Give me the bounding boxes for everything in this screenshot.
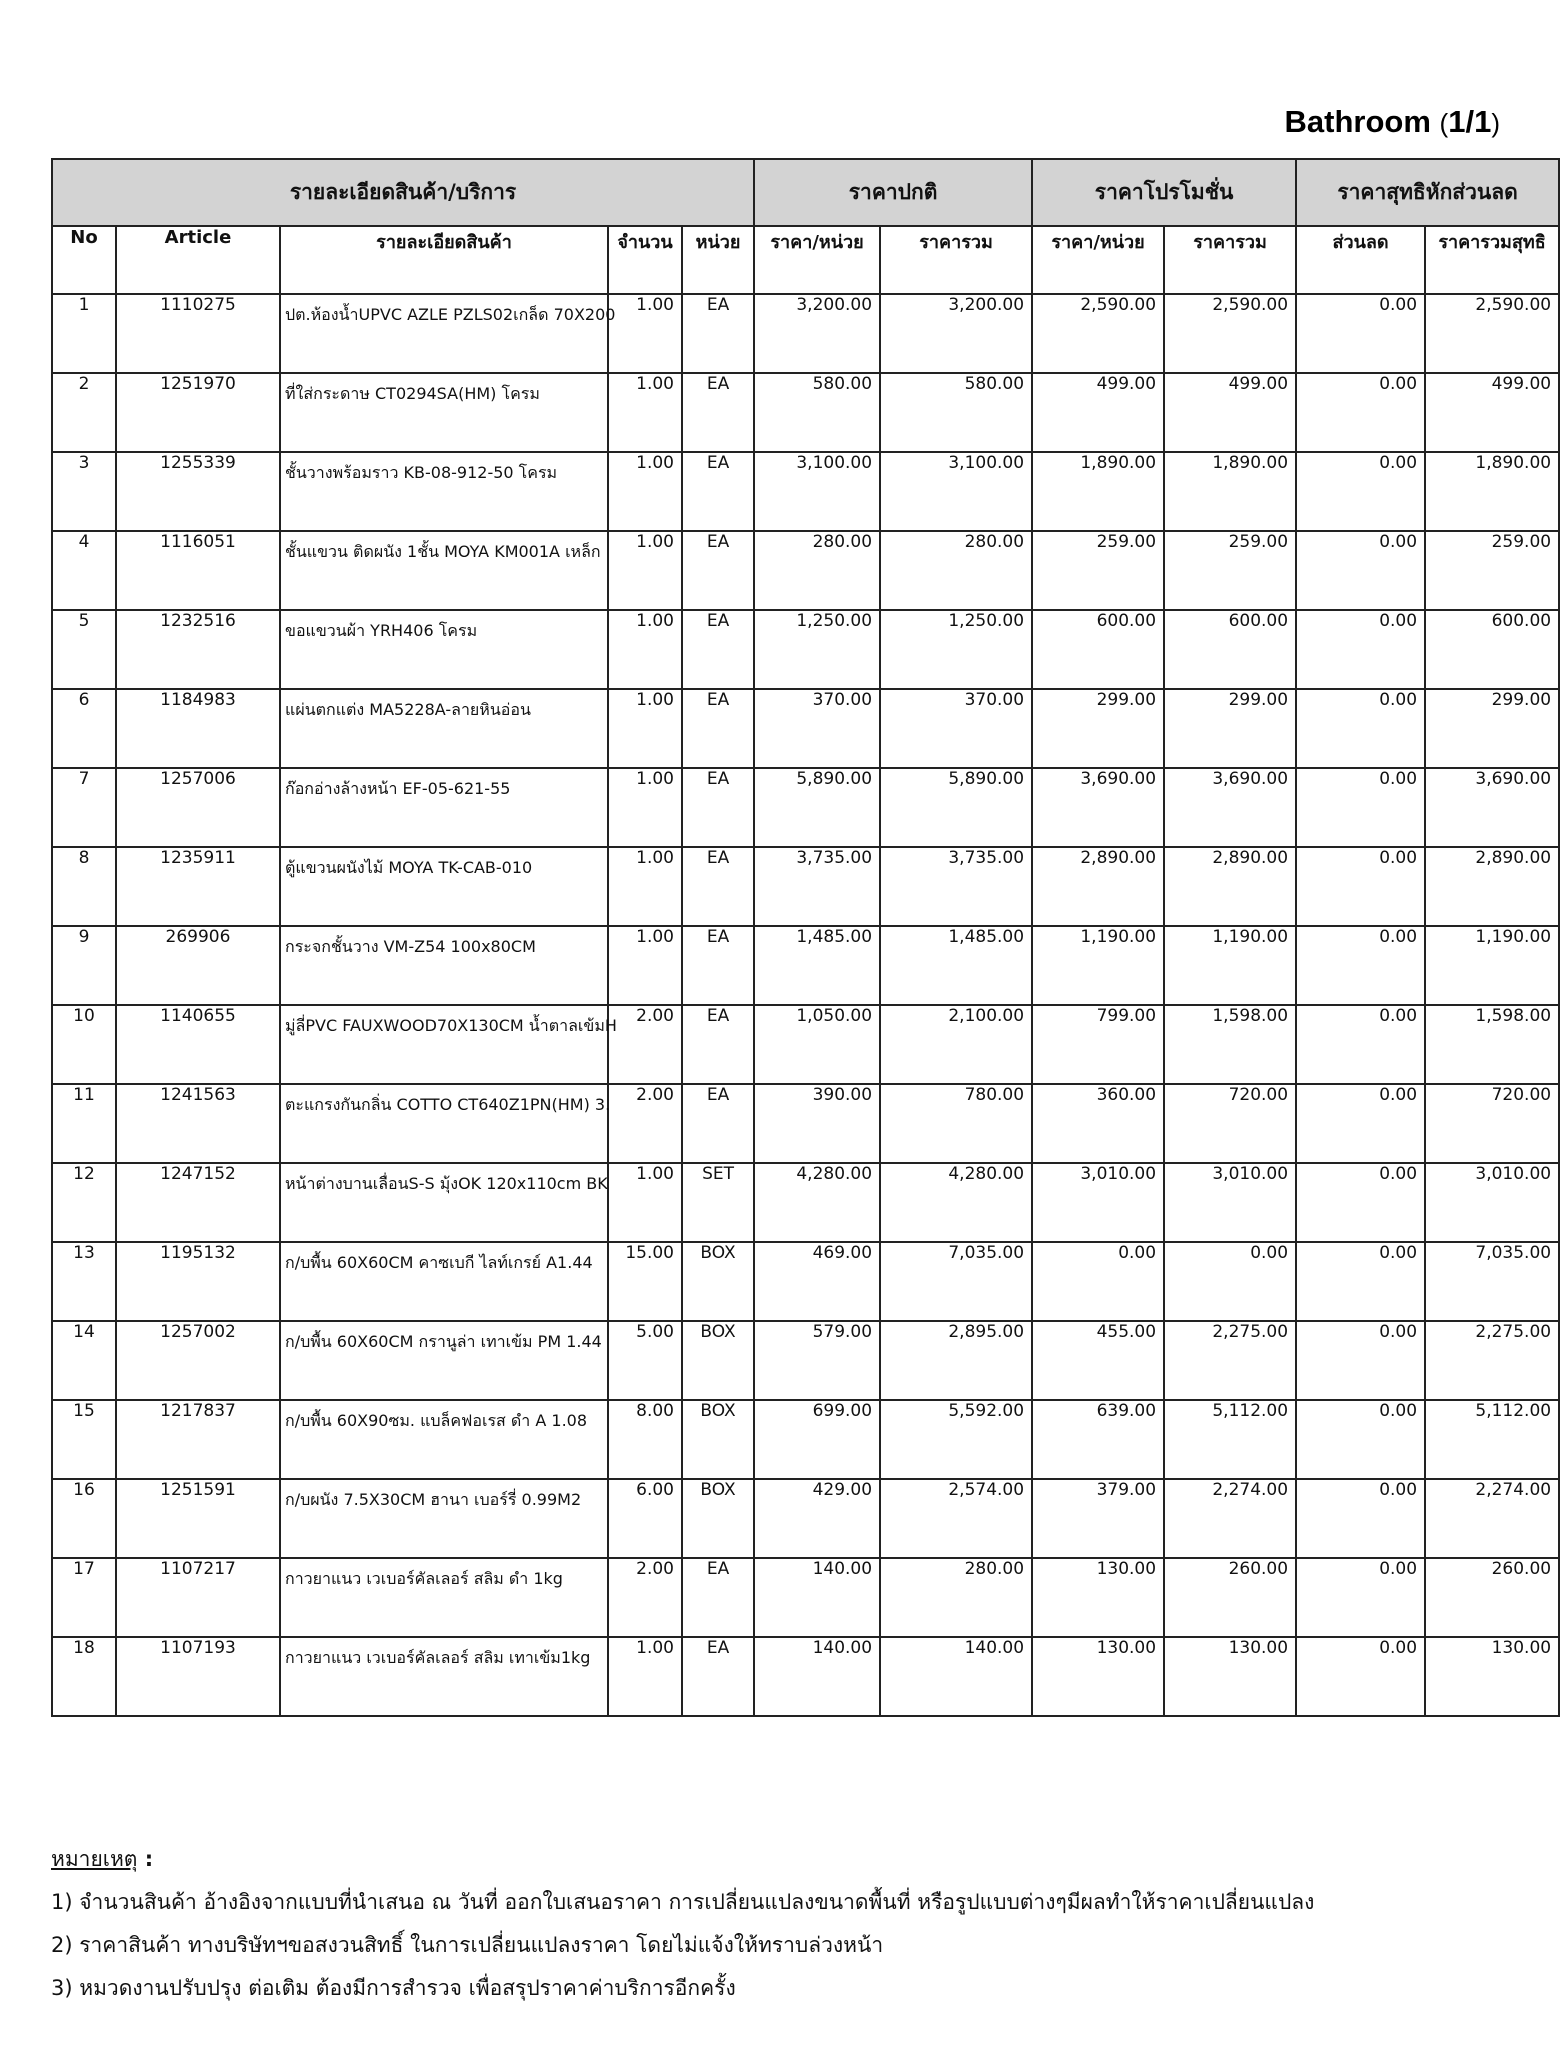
row-normal-unit-price: 3,735.00 <box>754 847 880 926</box>
row-promo-total: 2,890.00 <box>1164 847 1296 926</box>
row-description: ปต.ห้องน้ำUPVC AZLE PZLS02เกล็ด 70X200 <box>280 294 608 373</box>
row-normal-total: 2,100.00 <box>880 1005 1032 1084</box>
quotation-table <box>51 158 1560 1717</box>
row-net-total: 3,010.00 <box>1425 1163 1559 1242</box>
row-article: 1257006 <box>116 768 280 847</box>
row-promo-unit-price: 379.00 <box>1032 1479 1164 1558</box>
row-qty: 1.00 <box>608 847 682 926</box>
row-description: ชั้นวางพร้อมราว KB-08-912-50 โครม <box>280 452 608 531</box>
row-qty: 15.00 <box>608 1242 682 1321</box>
row-unit: EA <box>682 610 754 689</box>
row-promo-unit-price: 360.00 <box>1032 1084 1164 1163</box>
col-header-net-total: ราคารวมสุทธิ <box>1425 226 1559 294</box>
title-page-count: 1/1 <box>1448 104 1492 139</box>
row-description: ก/บพื้น 60X90ซม. แบล็คฟอเรส ดำ A 1.08 <box>280 1400 608 1479</box>
row-net-total: 1,598.00 <box>1425 1005 1559 1084</box>
row-article: 1107193 <box>116 1637 280 1716</box>
table-row <box>52 452 1559 531</box>
notes-heading: หมายเหตุ <box>51 1847 138 1871</box>
row-description: แผ่นตกแต่ง MA5228A-ลายหินอ่อน <box>280 689 608 768</box>
table-row <box>52 1637 1559 1716</box>
row-qty: 5.00 <box>608 1321 682 1400</box>
row-promo-unit-price: 3,690.00 <box>1032 768 1164 847</box>
row-article: 1247152 <box>116 1163 280 1242</box>
row-normal-unit-price: 390.00 <box>754 1084 880 1163</box>
table-row <box>52 768 1559 847</box>
row-qty: 1.00 <box>608 689 682 768</box>
col-header-normal-unit-price: ราคา/หน่วย <box>754 226 880 294</box>
row-normal-total: 280.00 <box>880 531 1032 610</box>
row-article: 1140655 <box>116 1005 280 1084</box>
row-unit: BOX <box>682 1242 754 1321</box>
row-article: 1235911 <box>116 847 280 926</box>
row-normal-total: 7,035.00 <box>880 1242 1032 1321</box>
note-item: 3) หมวดงานปรับปรุง ต่อเติม ต้องมีการสำรวจ เพื่อสรุปราคาค่าบริการอีกครั้ง <box>51 1976 736 2000</box>
notes-colon: : <box>137 1847 154 1871</box>
row-promo-unit-price: 3,010.00 <box>1032 1163 1164 1242</box>
row-discount: 0.00 <box>1296 531 1425 610</box>
row-description: ตะแกรงกันกลิ่น COTTO CT640Z1PN(HM) 3. <box>280 1084 608 1163</box>
row-article: 1107217 <box>116 1558 280 1637</box>
row-discount: 0.00 <box>1296 926 1425 1005</box>
row-promo-total: 499.00 <box>1164 373 1296 452</box>
row-normal-unit-price: 140.00 <box>754 1637 880 1716</box>
row-unit: BOX <box>682 1400 754 1479</box>
row-qty: 1.00 <box>608 531 682 610</box>
row-promo-unit-price: 130.00 <box>1032 1637 1164 1716</box>
row-promo-total: 1,598.00 <box>1164 1005 1296 1084</box>
row-article: 1110275 <box>116 294 280 373</box>
row-article: 269906 <box>116 926 280 1005</box>
table-row <box>52 926 1559 1005</box>
row-number: 11 <box>52 1084 116 1163</box>
row-net-total: 1,890.00 <box>1425 452 1559 531</box>
row-article: 1232516 <box>116 610 280 689</box>
row-unit: EA <box>682 452 754 531</box>
row-qty: 8.00 <box>608 1400 682 1479</box>
table-row <box>52 1558 1559 1637</box>
row-discount: 0.00 <box>1296 1163 1425 1242</box>
row-description: มู่ลี่PVC FAUXWOOD70X130CM น้ำตาลเข้มH <box>280 1005 608 1084</box>
row-qty: 1.00 <box>608 452 682 531</box>
row-promo-total: 720.00 <box>1164 1084 1296 1163</box>
table-row <box>52 689 1559 768</box>
row-promo-unit-price: 639.00 <box>1032 1400 1164 1479</box>
row-number: 13 <box>52 1242 116 1321</box>
row-article: 1251591 <box>116 1479 280 1558</box>
row-qty: 1.00 <box>608 926 682 1005</box>
row-net-total: 720.00 <box>1425 1084 1559 1163</box>
group-header-details: รายละเอียดสินค้า/บริการ <box>52 159 754 226</box>
row-net-total: 260.00 <box>1425 1558 1559 1637</box>
row-discount: 0.00 <box>1296 1558 1425 1637</box>
note-item: 1) จำนวนสินค้า อ้างอิงจากแบบที่นำเสนอ ณ วันที่ ออกใบเสนอราคา การเปลี่ยนแปลงขนาดพื้นที่ หรือรูปแบบต่างๆมีผลทำให้ราคาเปลี่ยนแปลง <box>51 1890 1315 1914</box>
row-article: 1255339 <box>116 452 280 531</box>
row-net-total: 499.00 <box>1425 373 1559 452</box>
row-promo-unit-price: 1,190.00 <box>1032 926 1164 1005</box>
row-normal-unit-price: 3,200.00 <box>754 294 880 373</box>
row-net-total: 7,035.00 <box>1425 1242 1559 1321</box>
row-normal-total: 5,592.00 <box>880 1400 1032 1479</box>
row-article: 1195132 <box>116 1242 280 1321</box>
row-qty: 6.00 <box>608 1479 682 1558</box>
row-number: 9 <box>52 926 116 1005</box>
row-qty: 1.00 <box>608 768 682 847</box>
row-normal-total: 3,735.00 <box>880 847 1032 926</box>
row-article: 1241563 <box>116 1084 280 1163</box>
group-header-promo-price: ราคาโปรโมชั่น <box>1032 159 1296 226</box>
row-number: 5 <box>52 610 116 689</box>
row-description: ก/บผนัง 7.5X30CM ฮานา เบอร์รี่ 0.99M2 <box>280 1479 608 1558</box>
row-number: 10 <box>52 1005 116 1084</box>
row-number: 14 <box>52 1321 116 1400</box>
row-qty: 1.00 <box>608 294 682 373</box>
row-discount: 0.00 <box>1296 294 1425 373</box>
row-unit: BOX <box>682 1321 754 1400</box>
row-promo-total: 3,690.00 <box>1164 768 1296 847</box>
title-main: Bathroom <box>1284 104 1431 139</box>
row-discount: 0.00 <box>1296 373 1425 452</box>
row-discount: 0.00 <box>1296 452 1425 531</box>
row-promo-total: 1,190.00 <box>1164 926 1296 1005</box>
row-discount: 0.00 <box>1296 1479 1425 1558</box>
col-header-no: No <box>52 226 116 294</box>
col-header-description: รายละเอียดสินค้า <box>280 226 608 294</box>
row-normal-unit-price: 5,890.00 <box>754 768 880 847</box>
row-normal-unit-price: 429.00 <box>754 1479 880 1558</box>
row-qty: 1.00 <box>608 610 682 689</box>
row-promo-total: 2,590.00 <box>1164 294 1296 373</box>
row-promo-unit-price: 130.00 <box>1032 1558 1164 1637</box>
row-description: ที่ใส่กระดาษ CT0294SA(HM) โครม <box>280 373 608 452</box>
row-article: 1116051 <box>116 531 280 610</box>
row-normal-total: 1,485.00 <box>880 926 1032 1005</box>
row-normal-unit-price: 3,100.00 <box>754 452 880 531</box>
row-promo-total: 260.00 <box>1164 1558 1296 1637</box>
row-discount: 0.00 <box>1296 689 1425 768</box>
table-row <box>52 531 1559 610</box>
row-number: 16 <box>52 1479 116 1558</box>
row-normal-total: 3,100.00 <box>880 452 1032 531</box>
row-promo-total: 2,274.00 <box>1164 1479 1296 1558</box>
row-number: 17 <box>52 1558 116 1637</box>
row-promo-total: 600.00 <box>1164 610 1296 689</box>
row-net-total: 2,274.00 <box>1425 1479 1559 1558</box>
title-open-paren: ( <box>1439 108 1449 138</box>
table-row <box>52 1479 1559 1558</box>
row-normal-total: 5,890.00 <box>880 768 1032 847</box>
row-description: ตู้แขวนผนังไม้ MOYA TK-CAB-010 <box>280 847 608 926</box>
table-row <box>52 1084 1559 1163</box>
row-article: 1184983 <box>116 689 280 768</box>
row-net-total: 259.00 <box>1425 531 1559 610</box>
table-body <box>52 294 1559 1716</box>
row-promo-unit-price: 2,590.00 <box>1032 294 1164 373</box>
row-normal-total: 370.00 <box>880 689 1032 768</box>
table-row <box>52 373 1559 452</box>
row-normal-total: 280.00 <box>880 1558 1032 1637</box>
row-unit: EA <box>682 531 754 610</box>
row-discount: 0.00 <box>1296 1084 1425 1163</box>
row-discount: 0.00 <box>1296 610 1425 689</box>
col-header-qty: จำนวน <box>608 226 682 294</box>
row-promo-unit-price: 0.00 <box>1032 1242 1164 1321</box>
row-number: 4 <box>52 531 116 610</box>
row-qty: 2.00 <box>608 1084 682 1163</box>
row-discount: 0.00 <box>1296 1637 1425 1716</box>
col-header-promo-total: ราคารวม <box>1164 226 1296 294</box>
row-normal-unit-price: 280.00 <box>754 531 880 610</box>
row-unit: EA <box>682 1005 754 1084</box>
row-number: 12 <box>52 1163 116 1242</box>
row-description: หน้าต่างบานเลื่อนS-S มุ้งOK 120x110cm BK <box>280 1163 608 1242</box>
row-description: ก๊อกอ่างล้างหน้า EF-05-621-55 <box>280 768 608 847</box>
table-row <box>52 1163 1559 1242</box>
row-description: กาวยาแนว เวเบอร์คัลเลอร์ สลิม เทาเข้ม1kg <box>280 1637 608 1716</box>
row-discount: 0.00 <box>1296 768 1425 847</box>
row-description: ก/บพื้น 60X60CM กรานูล่า เทาเข้ม PM 1.44 <box>280 1321 608 1400</box>
row-article: 1257002 <box>116 1321 280 1400</box>
row-discount: 0.00 <box>1296 1321 1425 1400</box>
note-item: 2) ราคาสินค้า ทางบริษัทฯขอสงวนสิทธิ์ ในการเปลี่ยนแปลงราคา โดยไม่แจ้งให้ทราบล่วงหน้า <box>51 1933 884 1957</box>
row-net-total: 1,190.00 <box>1425 926 1559 1005</box>
row-normal-unit-price: 1,250.00 <box>754 610 880 689</box>
row-qty: 1.00 <box>608 373 682 452</box>
row-promo-total: 130.00 <box>1164 1637 1296 1716</box>
row-description: กาวยาแนว เวเบอร์คัลเลอร์ สลิม ดำ 1kg <box>280 1558 608 1637</box>
row-promo-total: 259.00 <box>1164 531 1296 610</box>
table-row <box>52 294 1559 373</box>
row-description: กระจกชั้นวาง VM-Z54 100x80CM <box>280 926 608 1005</box>
row-net-total: 2,590.00 <box>1425 294 1559 373</box>
row-normal-total: 140.00 <box>880 1637 1032 1716</box>
table-row <box>52 1242 1559 1321</box>
table-row <box>52 847 1559 926</box>
row-qty: 2.00 <box>608 1558 682 1637</box>
row-description: ชั้นแขวน ติดผนัง 1ชั้น MOYA KM001A เหล็ก <box>280 531 608 610</box>
row-unit: BOX <box>682 1479 754 1558</box>
row-number: 18 <box>52 1637 116 1716</box>
row-number: 7 <box>52 768 116 847</box>
col-header-article: Article <box>116 226 280 294</box>
row-promo-total: 5,112.00 <box>1164 1400 1296 1479</box>
row-normal-unit-price: 4,280.00 <box>754 1163 880 1242</box>
row-unit: EA <box>682 1558 754 1637</box>
row-net-total: 3,690.00 <box>1425 768 1559 847</box>
row-normal-total: 2,574.00 <box>880 1479 1032 1558</box>
row-promo-unit-price: 799.00 <box>1032 1005 1164 1084</box>
row-normal-total: 1,250.00 <box>880 610 1032 689</box>
col-header-normal-total: ราคารวม <box>880 226 1032 294</box>
row-normal-total: 3,200.00 <box>880 294 1032 373</box>
row-normal-unit-price: 140.00 <box>754 1558 880 1637</box>
row-normal-unit-price: 1,485.00 <box>754 926 880 1005</box>
row-normal-unit-price: 469.00 <box>754 1242 880 1321</box>
row-unit: SET <box>682 1163 754 1242</box>
row-promo-total: 0.00 <box>1164 1242 1296 1321</box>
row-promo-unit-price: 2,890.00 <box>1032 847 1164 926</box>
row-discount: 0.00 <box>1296 847 1425 926</box>
row-promo-unit-price: 1,890.00 <box>1032 452 1164 531</box>
row-promo-total: 3,010.00 <box>1164 1163 1296 1242</box>
row-unit: EA <box>682 373 754 452</box>
row-discount: 0.00 <box>1296 1005 1425 1084</box>
row-normal-unit-price: 370.00 <box>754 689 880 768</box>
table-row <box>52 610 1559 689</box>
row-number: 15 <box>52 1400 116 1479</box>
row-normal-unit-price: 579.00 <box>754 1321 880 1400</box>
row-unit: EA <box>682 847 754 926</box>
row-unit: EA <box>682 768 754 847</box>
col-header-promo-unit-price: ราคา/หน่วย <box>1032 226 1164 294</box>
table-row <box>52 1005 1559 1084</box>
row-number: 2 <box>52 373 116 452</box>
row-article: 1251970 <box>116 373 280 452</box>
row-unit: EA <box>682 689 754 768</box>
row-number: 3 <box>52 452 116 531</box>
col-header-unit: หน่วย <box>682 226 754 294</box>
row-net-total: 2,275.00 <box>1425 1321 1559 1400</box>
table-row <box>52 1400 1559 1479</box>
row-normal-unit-price: 580.00 <box>754 373 880 452</box>
row-net-total: 2,890.00 <box>1425 847 1559 926</box>
row-number: 6 <box>52 689 116 768</box>
row-normal-unit-price: 699.00 <box>754 1400 880 1479</box>
row-promo-unit-price: 499.00 <box>1032 373 1164 452</box>
row-promo-unit-price: 259.00 <box>1032 531 1164 610</box>
row-unit: EA <box>682 926 754 1005</box>
row-unit: EA <box>682 294 754 373</box>
row-promo-total: 299.00 <box>1164 689 1296 768</box>
page-title <box>1285 104 1500 140</box>
row-net-total: 5,112.00 <box>1425 1400 1559 1479</box>
row-article: 1217837 <box>116 1400 280 1479</box>
col-header-discount: ส่วนลด <box>1296 226 1425 294</box>
row-promo-unit-price: 299.00 <box>1032 689 1164 768</box>
row-normal-unit-price: 1,050.00 <box>754 1005 880 1084</box>
row-qty: 1.00 <box>608 1163 682 1242</box>
table-row <box>52 1321 1559 1400</box>
row-description: ขอแขวนผ้า YRH406 โครม <box>280 610 608 689</box>
row-unit: EA <box>682 1084 754 1163</box>
row-normal-total: 580.00 <box>880 373 1032 452</box>
row-promo-total: 2,275.00 <box>1164 1321 1296 1400</box>
group-header-net-price: ราคาสุทธิหักส่วนลด <box>1296 159 1559 226</box>
row-description: ก/บพื้น 60X60CM คาซเบกี ไลท์เกรย์ A1.44 <box>280 1242 608 1321</box>
row-promo-unit-price: 600.00 <box>1032 610 1164 689</box>
row-net-total: 299.00 <box>1425 689 1559 768</box>
row-normal-total: 4,280.00 <box>880 1163 1032 1242</box>
row-promo-total: 1,890.00 <box>1164 452 1296 531</box>
row-normal-total: 2,895.00 <box>880 1321 1032 1400</box>
row-unit: EA <box>682 1637 754 1716</box>
row-number: 8 <box>52 847 116 926</box>
row-discount: 0.00 <box>1296 1242 1425 1321</box>
row-number: 1 <box>52 294 116 373</box>
notes-section <box>51 1838 1491 2010</box>
row-discount: 0.00 <box>1296 1400 1425 1479</box>
row-normal-total: 780.00 <box>880 1084 1032 1163</box>
row-qty: 2.00 <box>608 1005 682 1084</box>
row-qty: 1.00 <box>608 1637 682 1716</box>
row-promo-unit-price: 455.00 <box>1032 1321 1164 1400</box>
row-net-total: 600.00 <box>1425 610 1559 689</box>
group-header-normal-price: ราคาปกติ <box>754 159 1032 226</box>
notes-heading-line <box>51 1838 1491 1881</box>
row-net-total: 130.00 <box>1425 1637 1559 1716</box>
title-close-paren: ) <box>1491 108 1500 138</box>
